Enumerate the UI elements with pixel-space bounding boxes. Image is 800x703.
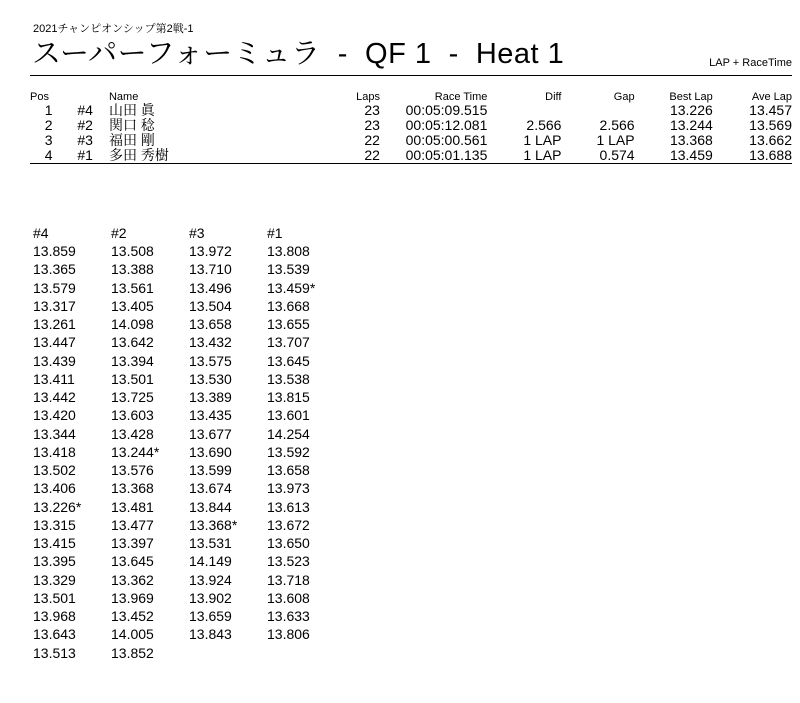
lap-time: 13.852 bbox=[111, 644, 154, 661]
lap-time: 13.395 bbox=[33, 553, 76, 570]
lap-time: 13.599 bbox=[189, 462, 232, 479]
lap-time: 13.365 bbox=[33, 261, 76, 278]
lap-row bbox=[33, 370, 345, 388]
lap-time: 13.576 bbox=[111, 462, 154, 479]
lap-row bbox=[33, 516, 345, 534]
result-ave-lap: 13.457 bbox=[749, 102, 792, 118]
lap-time: 13.244* bbox=[111, 443, 160, 460]
lap-time: 13.523 bbox=[267, 553, 310, 570]
lap-row bbox=[33, 571, 345, 589]
lap-time: 13.435 bbox=[189, 407, 232, 424]
col-header-name: Name bbox=[108, 91, 139, 103]
lap-time: 13.968 bbox=[33, 608, 76, 625]
lap-time: 13.504 bbox=[189, 297, 232, 314]
lap-time: 13.508 bbox=[111, 243, 154, 260]
lap-time: 13.405 bbox=[111, 297, 154, 314]
lap-time: 13.674 bbox=[189, 480, 232, 497]
lap-time: 13.710 bbox=[189, 261, 232, 278]
lap-time: 13.815 bbox=[267, 389, 310, 406]
result-best-lap: 13.368 bbox=[669, 132, 713, 148]
result-race-time: 00:05:01.135 bbox=[380, 148, 487, 164]
lap-time: 13.411 bbox=[33, 370, 75, 387]
result-driver-name: 多田 秀樹 bbox=[109, 148, 338, 164]
result-laps: 22 bbox=[364, 132, 380, 148]
result-laps: 23 bbox=[364, 102, 380, 118]
result-diff bbox=[487, 103, 561, 118]
result-car-number: #1 bbox=[77, 148, 109, 164]
lap-row bbox=[33, 425, 345, 443]
col-header-laps: Laps bbox=[356, 91, 380, 103]
result-race-time: 00:05:09.515 bbox=[405, 102, 488, 118]
col-header-best-lap: Best Lap bbox=[669, 91, 713, 103]
lap-time bbox=[267, 644, 345, 662]
lap-time: 13.843 bbox=[189, 626, 232, 643]
lap-col-header: #4 bbox=[33, 225, 49, 241]
result-race-time: 00:05:00.561 bbox=[405, 132, 488, 148]
lap-time: 13.575 bbox=[189, 352, 232, 369]
lap-time: 14.254 bbox=[267, 425, 310, 442]
lap-row bbox=[33, 388, 345, 406]
lap-time: 13.613 bbox=[267, 498, 310, 515]
lap-time: 13.368 bbox=[111, 480, 154, 497]
lap-time: 13.808 bbox=[267, 243, 310, 260]
lap-time: 13.406 bbox=[33, 480, 76, 497]
lap-time: 13.902 bbox=[189, 589, 232, 606]
lap-time: 13.439 bbox=[33, 352, 76, 369]
lap-row bbox=[33, 607, 345, 625]
col-header-pos: Pos bbox=[30, 91, 49, 103]
lap-time: 13.368* bbox=[189, 516, 238, 533]
lap-time: 13.645 bbox=[267, 352, 310, 369]
lap-row bbox=[33, 242, 345, 260]
header-divider bbox=[30, 75, 792, 76]
lap-time: 13.725 bbox=[111, 389, 154, 406]
lap-time: 13.344 bbox=[33, 425, 76, 442]
result-best-lap: 13.226 bbox=[669, 102, 713, 118]
lap-time: 13.650 bbox=[267, 535, 310, 552]
results-header-row bbox=[30, 87, 792, 103]
lap-time: 13.501 bbox=[33, 589, 76, 606]
lap-row bbox=[33, 461, 345, 479]
lap-time: 13.655 bbox=[267, 316, 310, 333]
result-ave-lap: 13.688 bbox=[713, 148, 792, 164]
lap-time: 13.389 bbox=[189, 389, 232, 406]
lap-time: 13.226* bbox=[33, 498, 82, 515]
lap-time: 13.658 bbox=[189, 316, 232, 333]
lap-row bbox=[33, 260, 345, 278]
lap-time: 13.972 bbox=[189, 243, 232, 260]
lap-time: 13.645 bbox=[111, 553, 154, 570]
lap-row bbox=[33, 498, 345, 516]
lap-time: 13.642 bbox=[111, 334, 154, 351]
result-laps: 23 bbox=[364, 117, 380, 133]
lap-row bbox=[33, 625, 345, 643]
result-gap: 2.566 bbox=[599, 117, 635, 133]
lap-time: 13.672 bbox=[267, 516, 310, 533]
lap-time: 13.677 bbox=[189, 425, 232, 442]
lap-time: 13.388 bbox=[111, 261, 154, 278]
lap-time bbox=[189, 644, 267, 662]
result-gap bbox=[561, 103, 634, 118]
result-laps: 22 bbox=[338, 148, 380, 164]
lap-time: 13.668 bbox=[267, 297, 310, 314]
result-row bbox=[30, 133, 792, 148]
lap-time: 13.315 bbox=[33, 516, 76, 533]
lap-col-header: #3 bbox=[189, 225, 205, 241]
col-header-race-time: Race Time bbox=[434, 91, 488, 103]
lap-time: 13.643 bbox=[33, 626, 76, 643]
result-ave-lap: 13.662 bbox=[749, 132, 792, 148]
lap-time: 13.707 bbox=[267, 334, 310, 351]
lap-time: 13.844 bbox=[189, 498, 232, 515]
result-diff: 2.566 bbox=[526, 117, 562, 133]
lap-time: 13.501 bbox=[111, 370, 154, 387]
lap-time: 13.608 bbox=[267, 589, 310, 606]
lap-time: 13.538 bbox=[267, 370, 310, 387]
lap-time: 13.806 bbox=[267, 626, 310, 643]
lap-time: 13.432 bbox=[189, 334, 232, 351]
lap-time: 13.539 bbox=[267, 261, 310, 278]
lap-time: 13.513 bbox=[33, 644, 76, 661]
lap-row bbox=[33, 479, 345, 497]
result-driver-name: 福田 剛 bbox=[108, 132, 155, 148]
result-gap: 0.574 bbox=[561, 148, 634, 164]
lap-time: 13.603 bbox=[111, 407, 154, 424]
lap-time: 13.924 bbox=[189, 571, 232, 588]
lap-row bbox=[33, 352, 345, 370]
result-diff: 1 LAP bbox=[523, 132, 562, 148]
result-gap: 1 LAP bbox=[596, 132, 635, 148]
lap-time: 13.969 bbox=[111, 589, 154, 606]
lap-time: 13.261 bbox=[33, 316, 76, 333]
lap-time: 13.658 bbox=[267, 462, 310, 479]
lap-time: 13.415 bbox=[33, 535, 76, 552]
lap-time: 13.459* bbox=[267, 279, 316, 296]
lap-time: 13.659 bbox=[189, 608, 232, 625]
lap-time: 13.579 bbox=[33, 279, 76, 296]
lap-time: 13.496 bbox=[189, 279, 232, 296]
results-table bbox=[30, 87, 792, 164]
lap-times-table bbox=[33, 224, 345, 662]
result-pos: 3 bbox=[44, 132, 53, 148]
lap-time: 13.442 bbox=[33, 389, 76, 406]
lap-time: 13.531 bbox=[189, 535, 232, 552]
lap-row bbox=[33, 279, 345, 297]
lap-time: 14.149 bbox=[189, 553, 232, 570]
lap-row bbox=[33, 315, 345, 333]
result-pos: 1 bbox=[44, 102, 53, 118]
lap-row bbox=[33, 534, 345, 552]
lap-row bbox=[33, 443, 345, 461]
lap-time: 13.718 bbox=[267, 571, 310, 588]
result-row bbox=[30, 148, 792, 164]
result-race-time: 00:05:12.081 bbox=[405, 117, 488, 133]
lap-time: 13.447 bbox=[33, 334, 76, 351]
lap-row bbox=[33, 406, 345, 424]
lap-time: 13.452 bbox=[111, 608, 154, 625]
col-header-no bbox=[77, 87, 109, 103]
lap-time: 13.561 bbox=[111, 279, 154, 296]
lap-col-header: #2 bbox=[111, 225, 127, 241]
lap-time: 13.633 bbox=[267, 608, 310, 625]
result-row bbox=[30, 103, 792, 118]
lap-time: 13.973 bbox=[267, 480, 310, 497]
event-subtitle: 2021チャンピオンシップ第2戦-1 bbox=[33, 23, 194, 35]
lap-row bbox=[33, 552, 345, 570]
lap-time: 13.420 bbox=[33, 407, 76, 424]
col-header-gap: Gap bbox=[613, 91, 635, 103]
result-pos: 2 bbox=[44, 117, 53, 133]
lap-time: 13.601 bbox=[267, 407, 310, 424]
lap-times-header-row bbox=[33, 224, 345, 242]
lap-time: 14.005 bbox=[111, 626, 154, 643]
lap-time: 13.418 bbox=[33, 443, 76, 460]
result-car-number: #2 bbox=[77, 117, 93, 133]
result-driver-name: 山田 眞 bbox=[108, 102, 155, 118]
lap-time: 13.394 bbox=[111, 352, 154, 369]
lap-row bbox=[33, 589, 345, 607]
lap-time: 13.592 bbox=[267, 443, 310, 460]
lap-time: 13.690 bbox=[189, 443, 232, 460]
lap-time: 13.481 bbox=[111, 498, 154, 515]
lap-time: 14.098 bbox=[111, 316, 154, 333]
result-best-lap: 13.244 bbox=[669, 117, 713, 133]
lap-time: 13.362 bbox=[111, 571, 154, 588]
col-header-diff: Diff bbox=[545, 91, 562, 103]
lap-time: 13.530 bbox=[189, 370, 232, 387]
page-title: スーパーフォーミュラ - QF 1 - Heat 1 bbox=[32, 38, 565, 70]
lap-time: 13.502 bbox=[33, 462, 76, 479]
lap-time: 13.428 bbox=[111, 425, 154, 442]
lap-time: 13.859 bbox=[33, 243, 76, 260]
lap-time: 13.397 bbox=[111, 535, 154, 552]
lap-time: 13.477 bbox=[111, 516, 154, 533]
lap-row bbox=[33, 644, 345, 662]
lap-col-header: #1 bbox=[267, 225, 283, 241]
result-best-lap: 13.459 bbox=[635, 148, 713, 164]
lap-row bbox=[33, 297, 345, 315]
result-row bbox=[30, 118, 792, 133]
result-diff: 1 LAP bbox=[487, 148, 561, 164]
result-car-number: #3 bbox=[77, 132, 93, 148]
report-mode-label: LAP + RaceTime bbox=[709, 57, 792, 69]
result-driver-name: 関口 稔 bbox=[108, 117, 155, 133]
col-header-ave-lap: Ave Lap bbox=[751, 91, 792, 103]
lap-row bbox=[33, 333, 345, 351]
lap-time: 13.329 bbox=[33, 571, 76, 588]
result-pos: 4 bbox=[30, 148, 77, 164]
result-car-number: #4 bbox=[77, 102, 93, 118]
lap-time: 13.317 bbox=[33, 297, 76, 314]
result-ave-lap: 13.569 bbox=[749, 117, 792, 133]
